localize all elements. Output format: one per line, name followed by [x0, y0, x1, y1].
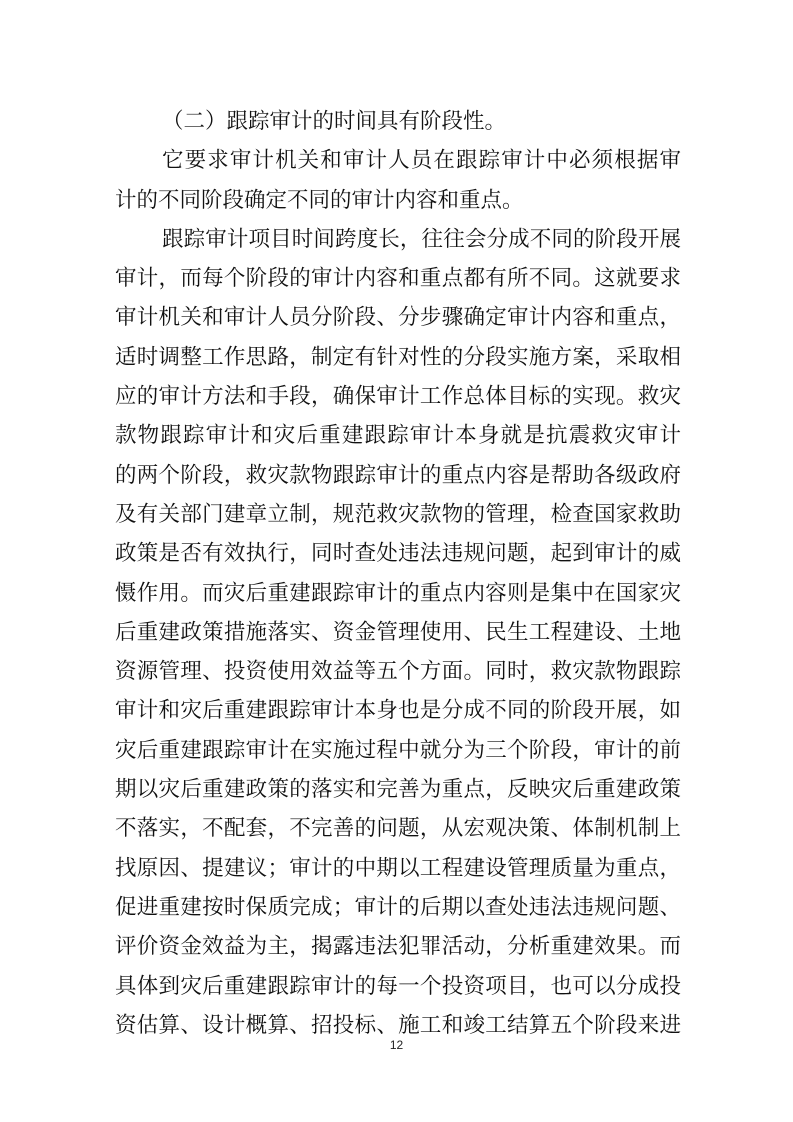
paragraph-2-line-12: 资源管理、投资使用效益等五个方面。同时，救灾款物跟踪	[115, 659, 681, 685]
paragraph-2-line-4: 适时调整工作思路，制定有针对性的分段实施方案，采取相	[115, 344, 681, 370]
paragraph-2-line-18: 促进重建按时保质完成；审计的后期以查处违法违规问题、	[115, 894, 681, 920]
paragraph-2-line-6: 款物跟踪审计和灾后重建跟踪审计本身就是抗震救灾审计	[115, 423, 681, 449]
paragraph-1-line-1: 它要求审计机关和审计人员在跟踪审计中必须根据审	[162, 148, 681, 174]
paragraph-2-line-17: 找原因、提建议；审计的中期以工程建设管理质量为重点，	[115, 855, 681, 881]
paragraph-2-line-1: 跟踪审计项目时间跨度长，往往会分成不同的阶段开展	[162, 226, 681, 252]
document-body	[115, 102, 681, 1045]
page-number: 12	[389, 1038, 404, 1052]
section-heading: （二）跟踪审计的时间具有阶段性。	[162, 109, 507, 134]
paragraph-2-line-11: 后重建政策措施落实、资金管理使用、民生工程建设、土地	[115, 619, 681, 645]
paragraph-2-line-16: 不落实，不配套，不完善的问题，从宏观决策、体制机制上	[115, 816, 681, 842]
paragraph-1-line-2: 计的不同阶段确定不同的审计内容和重点。	[115, 187, 524, 213]
paragraph-2-line-13: 审计和灾后重建跟踪审计本身也是分成不同的阶段开展，如	[115, 698, 681, 724]
paragraph-2-line-20: 具体到灾后重建跟踪审计的每一个投资项目，也可以分成投	[115, 973, 681, 999]
paragraph-2-line-15: 期以灾后重建政策的落实和完善为重点，反映灾后重建政策	[115, 777, 681, 803]
paragraph-2-line-9: 政策是否有效执行，同时查处违法违规问题，起到审计的威	[115, 541, 681, 567]
paragraph-2-line-3: 审计机关和审计人员分阶段、分步骤确定审计内容和重点，	[115, 305, 681, 331]
paragraph-2-line-19: 评价资金效益为主，揭露违法犯罪活动，分析重建效果。而	[115, 934, 681, 960]
paragraph-2-line-2: 审计，而每个阶段的审计内容和重点都有所不同。这就要求	[115, 266, 681, 292]
paragraph-2-line-7: 的两个阶段，救灾款物跟踪审计的重点内容是帮助各级政府	[115, 462, 681, 488]
paragraph-2-line-10: 慑作用。而灾后重建跟踪审计的重点内容则是集中在国家灾	[115, 580, 681, 606]
paragraph-2-line-21: 资估算、设计概算、招投标、施工和竣工结算五个阶段来进	[115, 1012, 681, 1038]
paragraph-2-line-8: 及有关部门建章立制，规范救灾款物的管理，检查国家救助	[115, 501, 681, 527]
paragraph-2-line-14: 灾后重建跟踪审计在实施过程中就分为三个阶段，审计的前	[115, 737, 681, 763]
paragraph-2-line-5: 应的审计方法和手段，确保审计工作总体目标的实现。救灾	[115, 384, 681, 410]
